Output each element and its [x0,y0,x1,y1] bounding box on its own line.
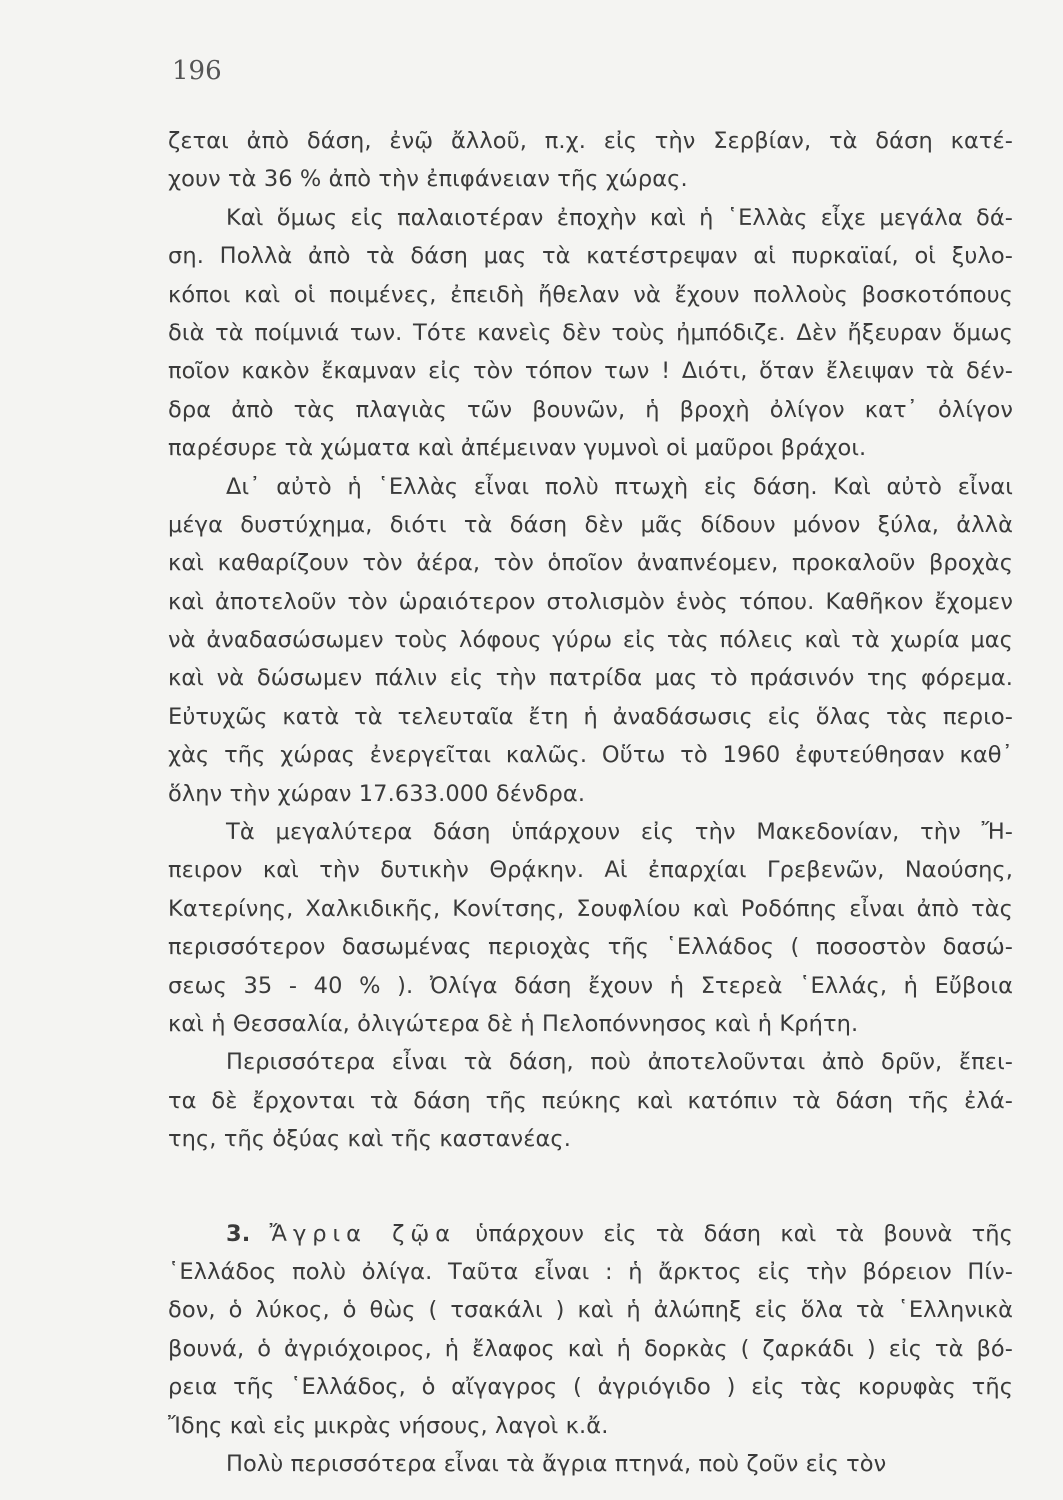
text-line: Ἴδης καὶ εἰς μικρὰς νήσους, λαγοὶ κ.ἄ. [168,1412,609,1439]
text-line: τα δὲ ἔρχονται τὰ δάση τῆς πεύκης καὶ κατόπιν τὰ δάση τῆς ἐλά- [168,1087,1013,1114]
text-line: καὶ νὰ δώσωμεν πάλιν εἰς τὴν πατρίδα μας τὸ πράσινόν της φόρεμα. [168,665,1013,692]
text-line: μέγα δυστύχημα, διότι τὰ δάση δὲν μᾶς δίδουν μόνον ξύλα, ἀλλὰ [168,511,1013,538]
paragraph [168,813,1013,1043]
text-line: ζεται ἀπὸ δάση, ἐνῷ ἄλλοῦ, π.χ. εἰς τὴν Σερβίαν, τὰ δάση κατέ- [168,128,1013,154]
text-line: πειρον καὶ τὴν δυτικὴν Θρᾴκην. Αἱ ἐπαρχίαι Γρεβενῶν, Ναούσης, [168,857,1013,884]
text-line: χουν τὰ 36 % ἀπὸ τὴν ἐπιφάνειαν τῆς χώρας. [168,166,688,193]
paragraph [168,199,1013,468]
text-line: ῾Ελλάδος πολὺ ὀλίγα. Ταῦτα εἶναι : ἡ ἄρκτος εἰς τὴν βόρειον Πίν- [168,1258,1013,1285]
section-lines [168,1253,1013,1445]
text-line: καὶ καθαρίζουν τὸν ἀέρα, τὸν ὁποῖον ἀναπνέομεν, προκαλοῦν βροχὰς [168,550,1013,577]
text-line: της, τῆς ὀξύας καὶ τῆς καστανέας. [168,1126,571,1153]
paragraph [168,122,1013,199]
text-line: παρέσυρε τὰ χώματα καὶ ἀπέμειναν γυμνοὶ οἱ μαῦροι βράχοι. [168,435,867,462]
text-line: βουνά, ὁ ἀγριόχοιρος, ἡ ἔλαφος καὶ ἡ δορκὰς ( ζαρκάδι ) εἰς τὰ βό- [168,1335,1013,1362]
text-line: καὶ ἀποτελοῦν τὸν ὡραιότερον στολισμὸν ἑνὸς τόπου. Καθῆκον ἔχομεν [168,588,1013,615]
text-line: σεως 35 - 40 % ). Ὀλίγα δάση ἔχουν ἡ Στερεὰ ῾Ελλάς, ἡ Εὔβοια [168,972,1013,999]
paragraphs [168,122,1013,1159]
section-number: 3. [226,1220,251,1247]
text-line: ση. Πολλὰ ἀπὸ τὰ δάση μας τὰ κατέστρεψαν αἱ πυρκαϊαί, οἱ ξυλο- [168,243,1013,270]
section-first-line [168,1215,1013,1253]
text-line: χὰς τῆς χώρας ἐνεργεῖται καλῶς. Οὕτω τὸ 1960 ἐφυτεύθησαν καθ᾽ [168,742,1013,769]
text-line: ρεια τῆς ῾Ελλάδος, ὁ αἴγαγρος ( ἀγριόγιδο ) εἰς τὰς κορυφὰς τῆς [168,1374,1013,1401]
text-line: δον, ὁ λύκος, ὁ θὼς ( τσακάλι ) καὶ ἡ ἀλώπηξ εἰς ὅλα τὰ ῾Ελληνικὰ [168,1297,1013,1324]
text-line: νὰ ἀναδασώσωμεν τοὺς λόφους γύρω εἰς τὰς πόλεις καὶ τὰ χωρία μας [168,627,1013,654]
paragraph [168,1043,1013,1158]
text-line: κόποι καὶ οἱ ποιμένες, ἐπειδὴ ἤθελαν νὰ ἔχουν πολλοὺς βοσκοτόπους [168,281,1013,308]
text-line: Περισσότερα εἶναι τὰ δάση, ποὺ ἀποτελοῦνται ἀπὸ δρῦν, ἔπει- [226,1049,1013,1076]
section-gap [168,1159,1013,1215]
section-first-line-rest: ὑπάρχουν εἰς τὰ δάση καὶ τὰ βουνὰ τῆς [475,1220,1013,1247]
text-line: Τὰ μεγαλύτερα δάση ὑπάρχουν εἰς τὴν Μακεδονίαν, τὴν Ἤ- [226,819,1013,846]
last-paragraph-line: Πολὺ περισσότερα εἶναι τὰ ἄγρια πτηνά, ποὺ ζοῦν εἰς τὸν [226,1450,887,1477]
text-line: Εὐτυχῶς κατὰ τὰ τελευταῖα ἔτη ἡ ἀναδάσωσις εἰς ὅλας τὰς περιο- [168,703,1013,730]
text-line: καὶ ἡ Θεσσαλία, ὀλιγώτερα δὲ ἡ Πελοπόννησος καὶ ἡ Κρήτη. [168,1010,859,1037]
text-line: ποῖον κακὸν ἔκαμναν εἰς τὸν τόπον των ! Διότι, ὅταν ἔλειψαν τὰ δέν- [168,358,1013,385]
section-heading: Ἄγρια ζῷα [269,1220,457,1247]
text-line: ὅλην τὴν χώραν 17.633.000 δένδρα. [168,780,586,807]
text-line: Δι᾽ αὐτὸ ἡ ῾Ελλὰς εἶναι πολὺ πτωχὴ εἰς δάση. Καὶ αὐτὸ εἶναι [226,473,1013,500]
text-line: περισσότερον δασωμένας περιοχὰς τῆς ῾Ελλάδος ( ποσοστὸν δασώ- [168,934,1013,961]
section-3 [168,1215,1013,1484]
text-line: Κατερίνης, Χαλκιδικῆς, Κονίτσης, Σουφλίου καὶ Ροδόπης εἶναι ἀπὸ τὰς [168,895,1013,922]
text-line: δρα ἀπὸ τὰς πλαγιὰς τῶν βουνῶν, ἡ βροχὴ ὀλίγον κατ᾽ ὀλίγον [168,396,1013,423]
text-line: διὰ τὰ ποίμνιά των. Τότε κανεὶς δὲν τοὺς ἠμπόδιζε. Δὲν ἤξευραν ὅμως [168,319,1013,346]
paragraph [168,468,1013,814]
body-text [168,122,1013,1483]
page-number: 196 [172,56,222,86]
text-line: Καὶ ὅμως εἰς παλαιοτέραν ἐποχὴν καὶ ἡ ῾Ελλὰς εἶχε μεγάλα δά- [226,204,1013,231]
